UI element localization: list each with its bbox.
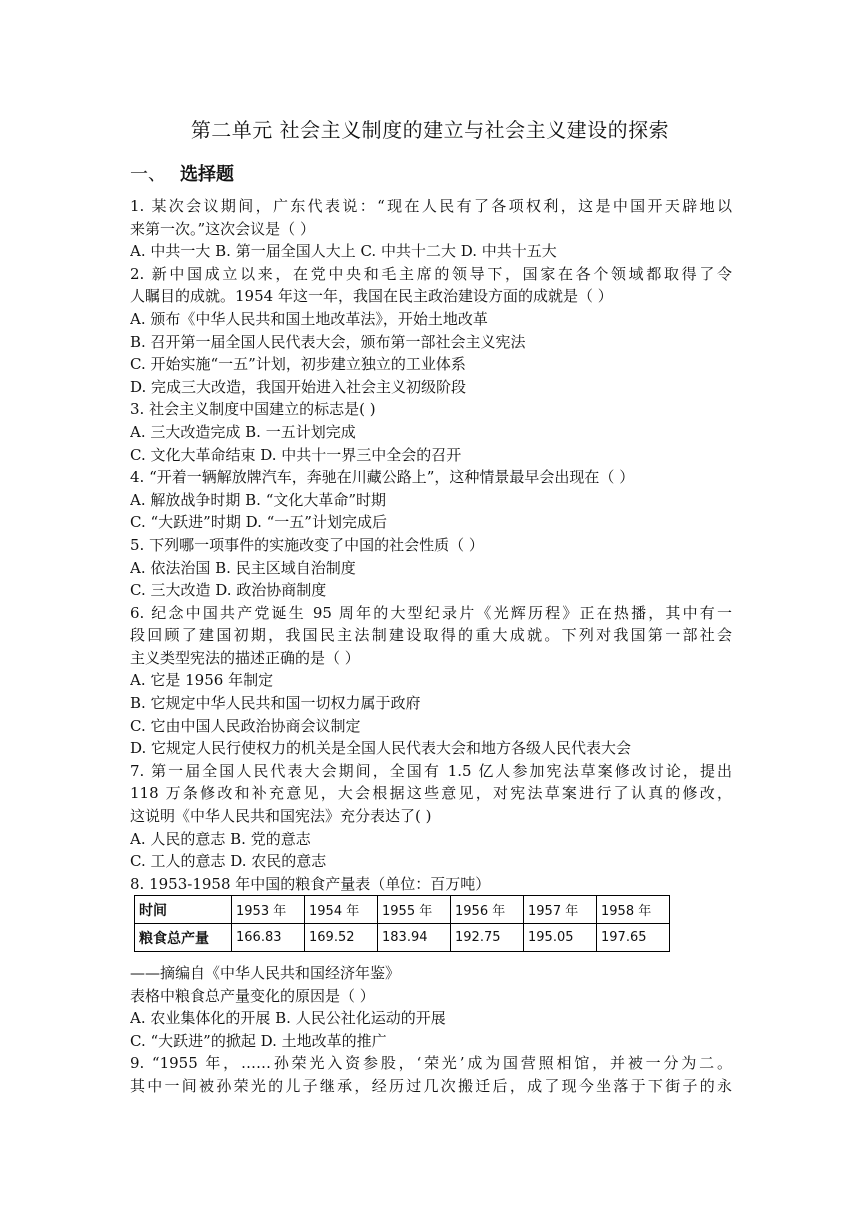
table-header-cell: 粮食总产量 <box>135 924 232 952</box>
option-line: B. 它规定中华人民共和国一切权力属于政府 <box>130 694 421 713</box>
option-line: D. 完成三大改造，我国开始进入社会主义初级阶段 <box>130 377 467 396</box>
option-line: A. 三大改造完成 B. 一五计划完成 <box>130 422 356 441</box>
question-line: 7. 第一届全国人民代表大会期间，全国有 1.5 亿人参加宪法草案修改讨论，提出 <box>130 761 732 780</box>
question-line: 2. 新中国成立以来，在党中央和毛主席的领导下，国家在各个领域都取得了令 <box>130 264 732 283</box>
option-line: A. 解放战争时期 B. “文化大革命”时期 <box>130 490 387 509</box>
table-row <box>135 896 670 924</box>
option-line: C. 工人的意志 D. 农民的意志 <box>130 852 327 871</box>
section-label: 选择题 <box>180 164 234 185</box>
question-line: 段回顾了建国初期，我国民主法制建设取得的重大成就。下列对我国第一部社会 <box>130 626 732 645</box>
table-cell: 166.83 <box>232 924 305 952</box>
option-line: C. 文化大革命结束 D. 中共十一界三中全会的召开 <box>130 445 462 464</box>
question-line: 1. 某次会议期间，广东代表说：“现在人民有了各项权利，这是中国开天辟地以 <box>130 197 732 215</box>
option-line: A. 人民的意志 B. 党的意志 <box>130 829 311 848</box>
table-cell: 1956 年 <box>451 896 524 924</box>
question-line: 表格中粮食总产量变化的原因是（ ） <box>130 986 375 1005</box>
table-header-cell: 时间 <box>135 896 232 924</box>
section-heading <box>130 160 234 186</box>
table-cell: 1954 年 <box>305 896 378 924</box>
question-line: 8. 1953-1958 年中国的粮食产量表（单位：百万吨） <box>130 874 491 893</box>
questions-block <box>130 195 732 895</box>
question-line: 5. 下列哪一项事件的实施改变了中国的社会性质（ ） <box>130 535 484 554</box>
table-cell: 192.75 <box>451 924 524 952</box>
question-line: 3. 社会主义制度中国建立的标志是( ) <box>130 400 376 419</box>
table-cell: 1957 年 <box>524 896 597 924</box>
question-line: 主义类型宪法的描述正确的是（ ） <box>130 648 360 667</box>
option-line: C. 它由中国人民政治协商会议制定 <box>130 716 361 735</box>
question-line: 9. “1955 年，……孙荣光入资参股，‘荣光’成为国营照相馆，并被一分为二。 <box>130 1054 732 1073</box>
questions-block-continued <box>130 962 732 1098</box>
option-line: A. 中共一大 B. 第一届全国人大上 C. 中共十二大 D. 中共十五大 <box>130 242 557 261</box>
option-line: A. 依法治国 B. 民主区域自治制度 <box>130 558 356 577</box>
page-title: 第二单元 社会主义制度的建立与社会主义建设的探索 <box>190 118 670 142</box>
table-cell: 183.94 <box>378 924 451 952</box>
table-cell: 169.52 <box>305 924 378 952</box>
option-line: C. 三大改造 D. 政治协商制度 <box>130 581 327 600</box>
table-cell: 1953 年 <box>232 896 305 924</box>
option-line: A. 它是 1956 年制定 <box>130 671 274 690</box>
option-line: D. 它规定人民行使权力的机关是全国人民代表大会和地方各级人民代表大会 <box>130 739 632 758</box>
question-line: 人瞩目的成就。1954 年这一年，我国在民主政治建设方面的成就是（ ） <box>130 287 613 306</box>
source-line: ——摘编自《中华人民共和国经济年鉴》 <box>130 964 401 982</box>
option-line: B. 召开第一届全国人民代表大会，颁布第一部社会主义宪法 <box>130 332 526 351</box>
question-line: 这说明《中华人民共和国宪法》充分表达了( ) <box>130 807 432 826</box>
table-row <box>135 924 670 952</box>
question-line: 6. 纪念中国共产党诞生 95 周年的大型纪录片《光辉历程》正在热播，其中有一 <box>130 603 732 622</box>
question-line: 其中一间被孙荣光的儿子继承，经历过几次搬迁后，成了现今坐落于下街子的永 <box>130 1076 732 1095</box>
option-line: C. “大跃进”时期 D. “一五”计划完成后 <box>130 513 387 532</box>
table-cell: 197.65 <box>597 924 670 952</box>
option-line: C. “大跃进”的掀起 D. 土地改革的推广 <box>130 1031 387 1050</box>
option-line: C. 开始实施“一五”计划，初步建立独立的工业体系 <box>130 355 466 374</box>
option-line: A. 颁布《中华人民共和国土地改革法》，开始土地改革 <box>130 309 488 328</box>
table-cell: 1958 年 <box>597 896 670 924</box>
table-cell: 195.05 <box>524 924 597 952</box>
question-line: 4. “开着一辆解放牌汽车，奔驰在川藏公路上”，这种情景最早会出现在（ ） <box>130 468 635 487</box>
section-number: 一、 <box>130 164 166 185</box>
question-line: 来第一次。”这次会议是（ ） <box>130 219 315 238</box>
option-line: A. 农业集体化的开展 B. 人民公社化运动的开展 <box>130 1009 446 1028</box>
grain-output-table <box>134 895 670 952</box>
table-cell: 1955 年 <box>378 896 451 924</box>
question-line: 118 万条修改和补充意见，大会根据这些意见，对宪法草案进行了认真的修改， <box>130 784 732 803</box>
